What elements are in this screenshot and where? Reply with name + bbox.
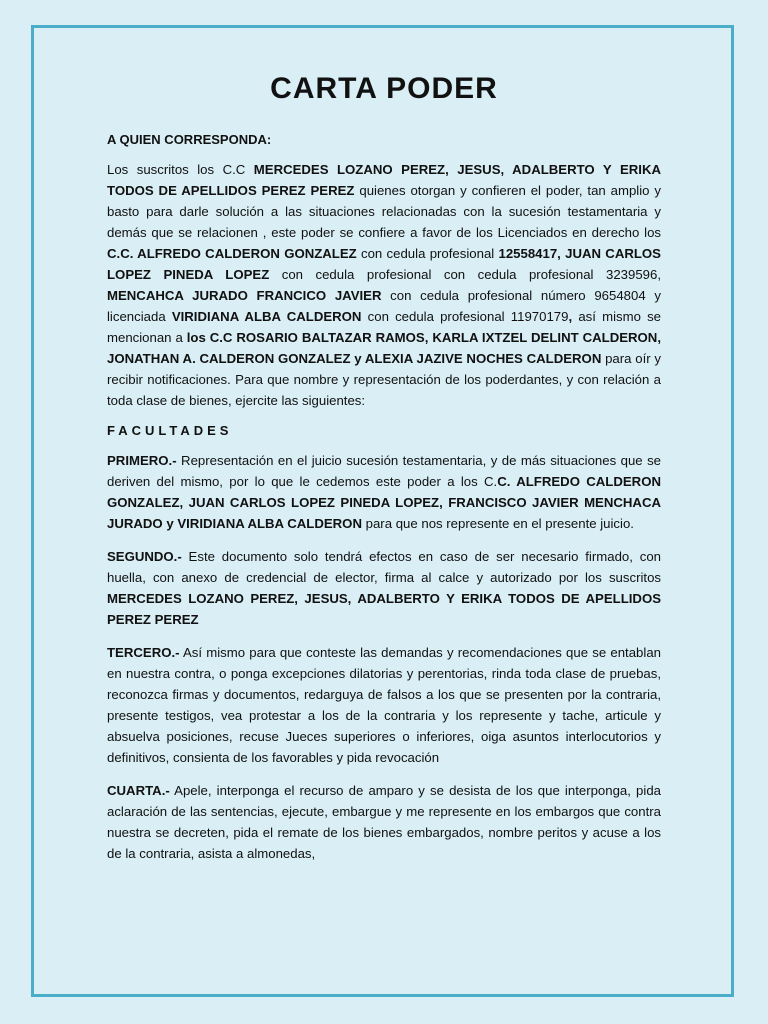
clause-tercero: TERCERO.- Así mismo para que conteste las demandas y recomendaciones que se entablan en nuestra contra, o ponga excepciones dilatorias y perentorias, rinda toda clase de pruebas, reconozca firmas y documentos, redarguya de falsos a los que se presenten por la contraria, presente testigos, vea protestar a los de la contraria y los represente y tache, articule y absuelva posiciones, recuse Jueces superiores o inferiores, oiga asuntos interlocutorios y definitivos, consienta de los favorables y pida revocación bbox=[107, 645, 661, 765]
clause-primero: PRIMERO.- Representación en el juicio sucesión testamentaria, y de más situaciones que se deriven del mismo, por lo que le cedemos este poder a los C.C. ALFREDO CALDERON GONZALEZ, JUAN CARLOS LOPEZ PINEDA LOPEZ, FRANCISCO JAVIER MENCHACA JURADO y VIRIDIANA ALBA CALDERON para que nos represente en el presente juicio. bbox=[107, 453, 661, 531]
clause-cuarta: CUARTA.- Apele, interponga el recurso de amparo y se desista de los que interponga, pida aclaración de las sentencias, ejecute, embargue y me represente en los embargos que contra nuestra se decreten, pida el remate de los bienes embargados, nombre peritos y acuse a los de la contraria, asista a almonedas, bbox=[107, 783, 661, 861]
facultades-heading: FACULTADES bbox=[107, 423, 233, 438]
document-title: CARTA PODER bbox=[270, 72, 498, 105]
clause-segundo: SEGUNDO.- Este documento solo tendrá efectos en caso de ser necesario firmado, con huella, con anexo de credencial de elector, firma al calce y autorizado por los suscritos MERCEDES LOZANO PEREZ, JESUS, ADALBERTO Y ERIKA TODOS DE APELLIDOS PEREZ PEREZ bbox=[107, 549, 661, 627]
salutation: A QUIEN CORRESPONDA: bbox=[107, 132, 272, 147]
intro-paragraph: Los suscritos los C.C MERCEDES LOZANO PEREZ, JESUS, ADALBERTO Y ERIKA TODOS DE APELLIDOS PEREZ PEREZ quienes otorgan y confieren el poder, tan amplio y basto para darle solución a las situaciones relacionadas con la sucesión testamentaria y demás que se relacionen , este poder se confiere a favor de los Licenciados en derecho los C.C. ALFREDO CALDERON GONZALEZ con cedula profesional 12558417, JUAN CARLOS LOPEZ PINEDA LOPEZ con cedula profesional con cedula profesional 3239596, MENCAHCA JURADO FRANCICO JAVIER con cedula profesional número 9654804 y licenciada VIRIDIANA ALBA CALDERON con cedula profesional 11970179, así mismo se mencionan a los C.C ROSARIO BALTAZAR RAMOS, KARLA IXTZEL DELINT CALDERON, JONATHAN A. CALDERON GONZALEZ y ALEXIA JAZIVE NOCHES CALDERON para oír y recibir notificaciones. Para que nombre y representación de los poderdantes, y con relación a toda clase de bienes, ejercite las siguientes: bbox=[107, 162, 662, 408]
document-body bbox=[107, 72, 661, 876]
